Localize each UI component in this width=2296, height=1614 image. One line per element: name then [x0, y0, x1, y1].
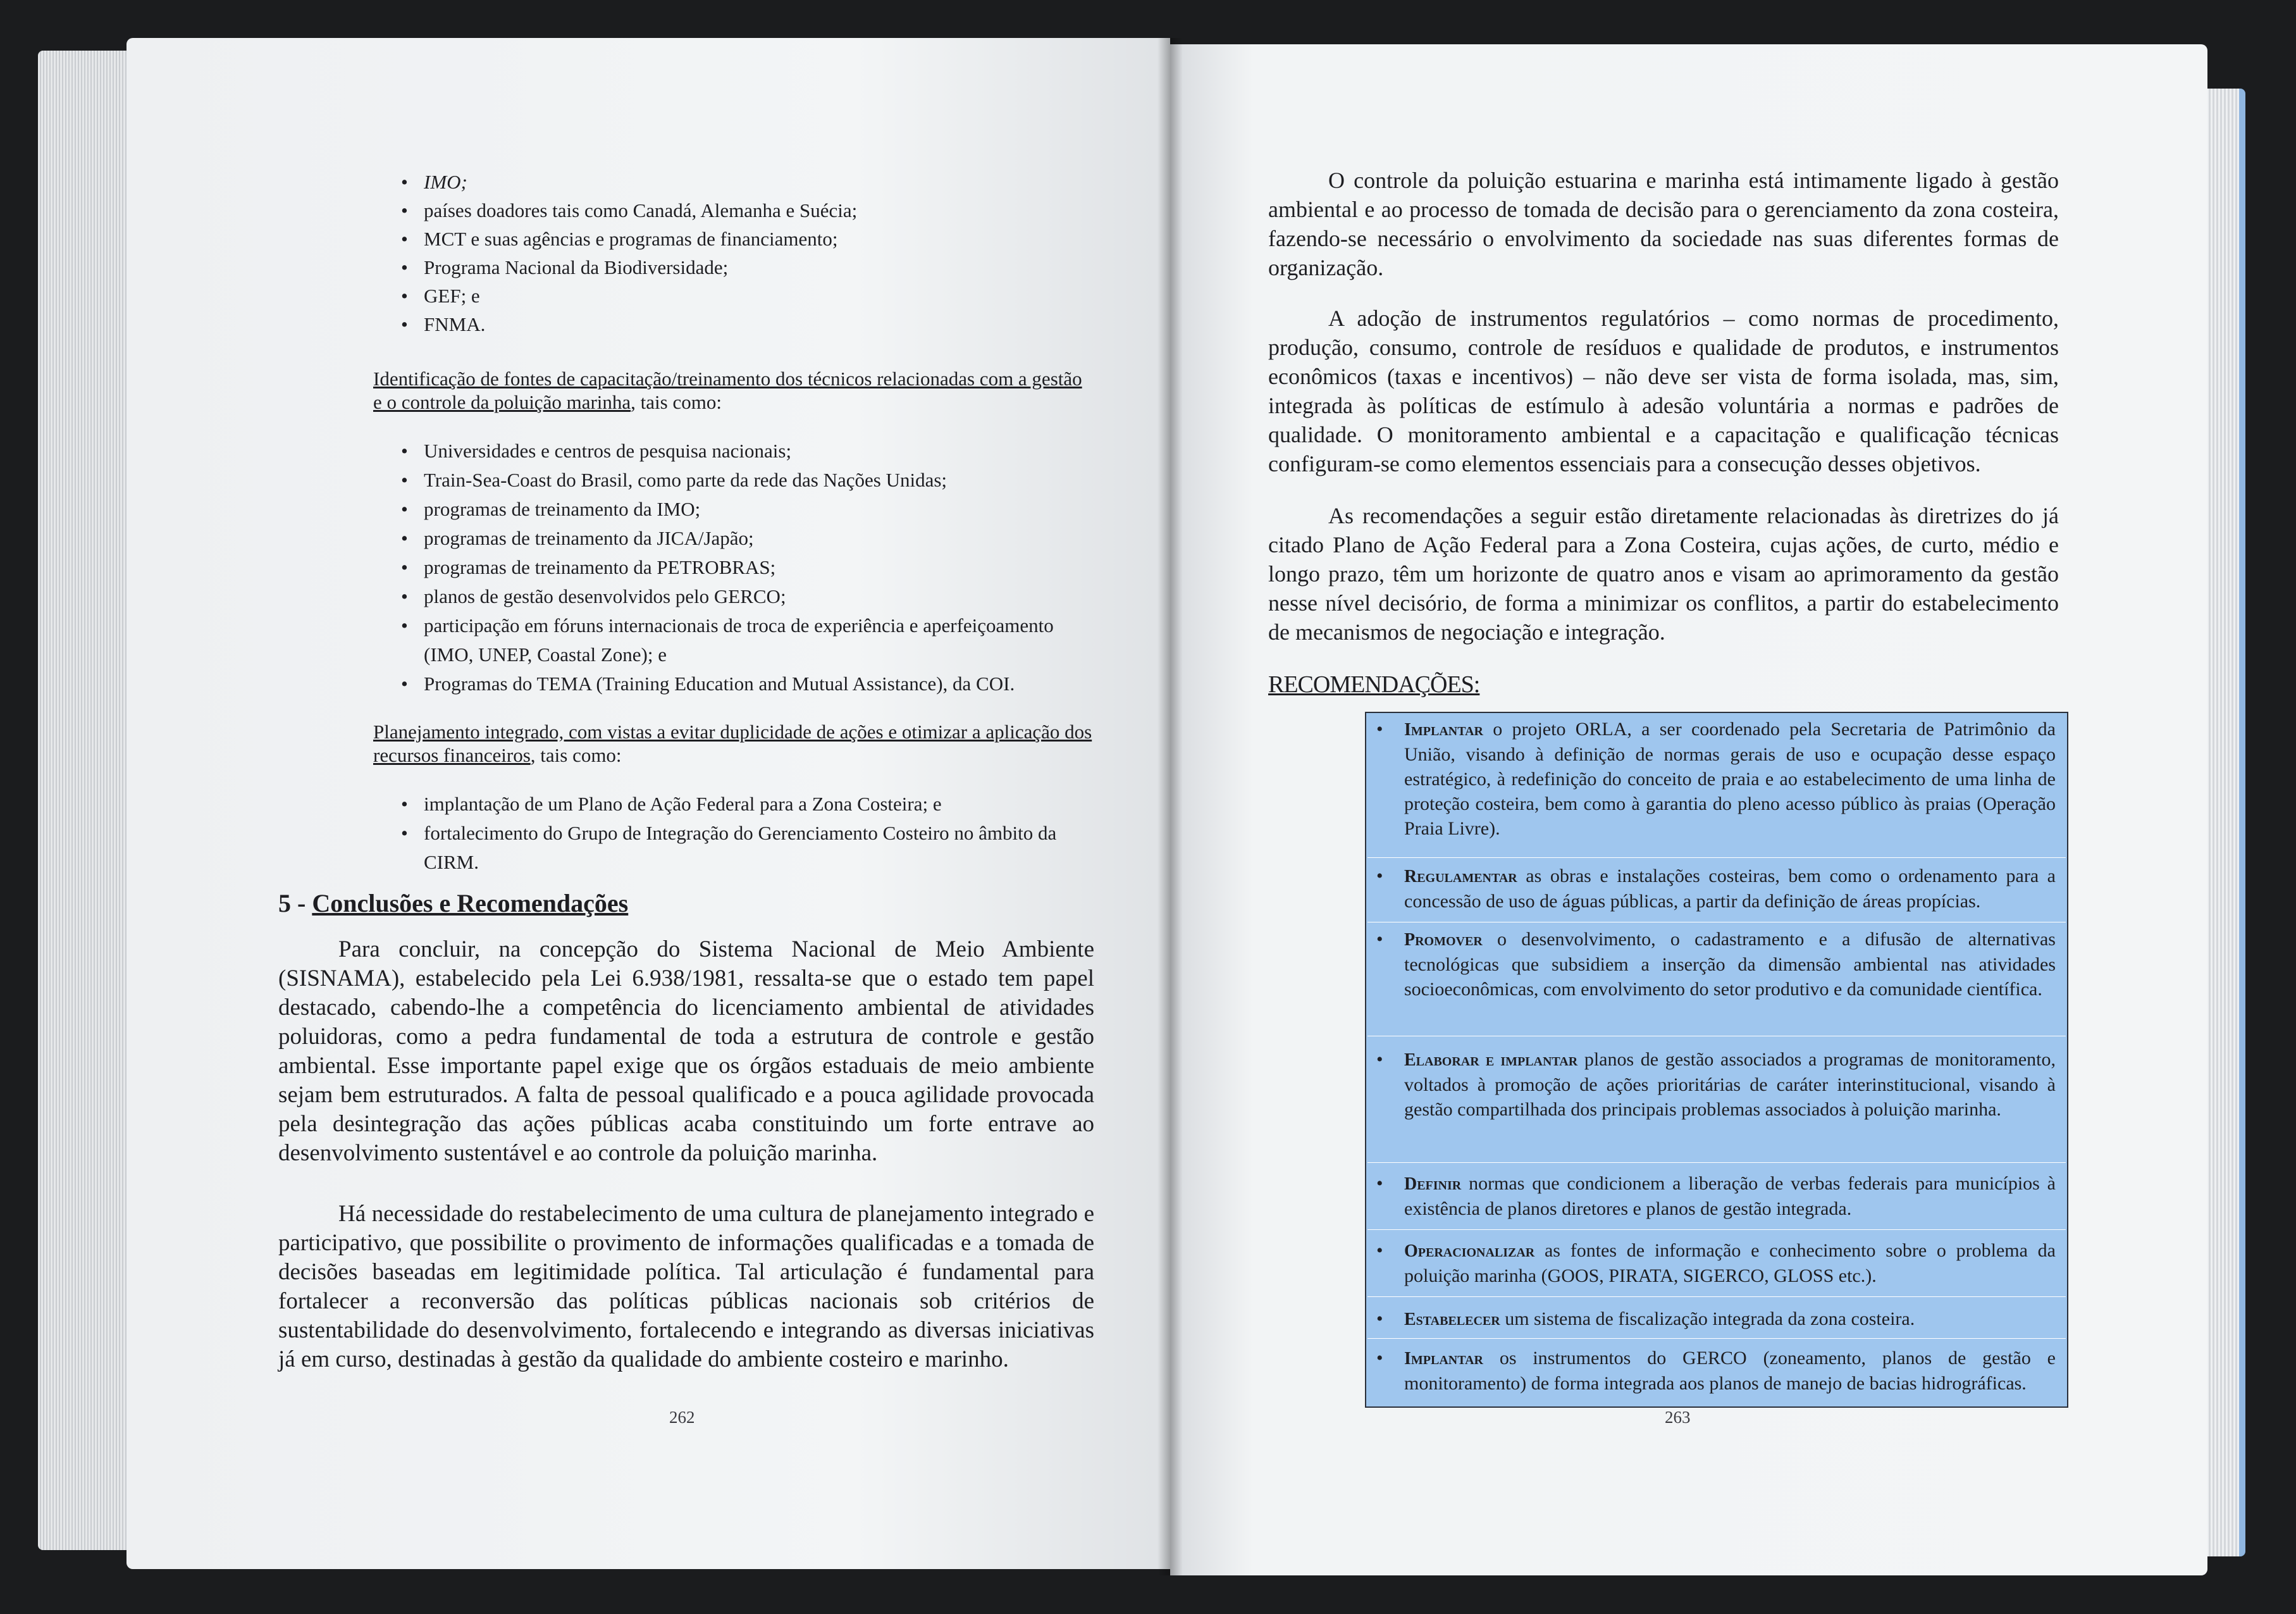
- recommendation-item: • Implantar os instrumentos do GERCO (zoneamento, planos de gestão e monitoramento) de forma integrada aos planos de manejo de bacias hidrográficas.: [1376, 1348, 2056, 1394]
- list-item: • programas de treinamento da IMO;: [401, 498, 701, 520]
- section-heading: 5 - Conclusões e Recomendações: [278, 889, 629, 917]
- book-gutter: [1157, 38, 1183, 1575]
- recommendation-item: • Estabelecer um sistema de fiscalização integrada da zona costeira.: [1376, 1308, 1915, 1329]
- conclusion-paragraph-2: Há necessidade do restabelecimento de uma cultura de planejamento integrado e participativo, que possibilite o provimento de informações qualificadas e a tomada de decisões baseadas em legitimidade política. Tal articulação é fundamental para fortalecer a reconversão das políticas públicas nacionais sob critérios de sustentabilidade do desenvolvimento, fortalecendo e integrando as diversas iniciativas já em curso, destinadas à gestão da qualidade do ambiente costeiro e marinho.: [278, 1201, 1094, 1372]
- right-paragraph-2: A adoção de instrumentos regulatórios – como normas de procedimento, produção, consumo, controle de resíduos e qualidade de produtos, e instrumentos econômicos (taxas e incentivos) – não deve ser vista de forma isolada, mas, sim, integrada às políticas de estímulo à adesão voluntária a normas e padrões de qualidade. O monitoramento ambiental e a capacitação e qualificação técnicas configuram-se como elementos essenciais para a consecução desses objetivos.: [1268, 306, 2059, 476]
- list-item: • planos de gestão desenvolvidos pelo GERCO;: [401, 585, 786, 607]
- list-item: • Universidades e centros de pesquisa nacionais;: [401, 440, 792, 462]
- right-paragraph-3: As recomendações a seguir estão diretamente relacionadas às diretrizes do já citado Plano de Ação Federal para a Zona Costeira, cujas ações, de curto, médio e longo prazo, têm um horizonte de quatro anos e visam ao aprimoramento da gestão nesse nível decisório, de forma a minimizar os conflitos, a partir do estabelecimento de mecanismos de negociação e integração.: [1268, 503, 2059, 645]
- recommendations-heading: RECOMENDAÇÕES:: [1268, 671, 1480, 698]
- recommendation-divider: [1367, 857, 2066, 858]
- conclusion-paragraph-1: Para concluir, na concepção do Sistema Nacional de Meio Ambiente (SISNAMA), estabelecido pela Lei 6.938/1981, ressalta-se que o estado tem papel destacado, cabendo-lhe a competência do licenciamento ambiental de atividades poluidoras, como a pedra fundamental de toda a estrutura de controle e gestão ambiental. Esse importante papel exige que os órgãos estaduais de meio ambiente sejam bem estruturados. A falta de pessoal qualificado e a pouca agilidade provocada pela desintegração das ações públicas acaba constituindo um forte entrave ao desenvolvimento sustentável e ao controle da poluição marinha.: [278, 936, 1094, 1166]
- list-item: • FNMA.: [401, 313, 486, 335]
- recommendation-divider: [1367, 1229, 2066, 1230]
- recommendation-item: • Definir normas que condicionem a liberação de verbas federais para municípios à existência de planos diretores e planos de gestão integrada.: [1376, 1173, 2056, 1219]
- list-item: • países doadores tais como Canadá, Alemanha e Suécia;: [401, 199, 858, 221]
- training-sources-paragraph: Identificação de fontes de capacitação/treinamento dos técnicos relacionadas com a gestão e o controle da poluição marinha, tais como:: [373, 368, 1082, 413]
- right-paragraph-1: O controle da poluição estuarina e marinha está intimamente ligado à gestão ambiental e ao processo de tomada de decisão para o gerenciamento da zona costeira, fazendo-se necessário o envolvimento da sociedade nas suas diferentes formas de organização.: [1268, 168, 2059, 280]
- recommendations-box: [1365, 712, 2068, 1408]
- page-number-right: 263: [1665, 1408, 1691, 1427]
- list-item: • MCT e suas agências e programas de financiamento;: [401, 228, 838, 250]
- recommendation-item: • Implantar o projeto ORLA, a ser coordenado pela Secretaria de Patrimônio da União, visando à definição de normas gerais de uso e ocupação desse espaço estratégico, à redefinição do conceito de praia e ao estabelecimento de uma linha de proteção costeira, bem como à garantia do pleno acesso público às praias (Operação Praia Livre).: [1376, 719, 2056, 839]
- list-item: • Programas do TEMA (Training Education and Mutual Assistance), da COI.: [401, 673, 1015, 695]
- integrated-planning-list: [401, 790, 1094, 877]
- page-number-left: 262: [669, 1408, 695, 1427]
- list-item: • Train-Sea-Coast do Brasil, como parte da rede das Nações Unidas;: [401, 469, 947, 491]
- recommendation-divider: [1367, 1162, 2066, 1163]
- list-item: • Programa Nacional da Biodiversidade;: [401, 256, 729, 278]
- recommendation-item: • Regulamentar as obras e instalações costeiras, bem como o ordenamento para a concessão de uso de águas públicas, a partir da definição de áreas propícias.: [1376, 866, 2056, 912]
- list-item: • participação em fóruns internacionais de troca de experiência e aperfeiçoamento (IMO, UNEP, Coastal Zone); e: [401, 614, 1054, 666]
- book-page-edges-left: [38, 51, 139, 1550]
- list-item: • implantação de um Plano de Ação Federal para a Zona Costeira; e: [401, 793, 942, 815]
- integrated-planning-paragraph: Planejamento integrado, com vistas a evitar duplicidade de ações e otimizar a aplicação dos recursos financeiros, tais como:: [373, 721, 1092, 766]
- training-sources-list: [401, 437, 1094, 698]
- list-item: • IMO;: [401, 171, 467, 193]
- recommendation-divider: [1367, 1296, 2066, 1297]
- recommendation-divider: [1367, 1338, 2066, 1339]
- recommendation-item: • Operacionalizar as fontes de informação e conhecimento sobre o problema da poluição marinha (GOOS, PIRATA, SIGERCO, GLOSS etc.).: [1376, 1240, 2056, 1286]
- list-item: • programas de treinamento da JICA/Japão;: [401, 527, 754, 549]
- recommendation-item: • Promover o desenvolvimento, o cadastramento e a difusão de alternativas tecnológicas que subsidiem a inserção da dimensão ambiental nas atividades socioeconômicas, com envolvimento do setor produtivo e da comunidade científica.: [1376, 929, 2056, 1000]
- list-item: • programas de treinamento da PETROBRAS;: [401, 556, 776, 578]
- list-item: • fortalecimento do Grupo de Integração do Gerenciamento Costeiro no âmbito da CIRM.: [401, 822, 1057, 873]
- list-item: • GEF; e: [401, 285, 480, 307]
- recommendation-item: • Elaborar e implantar planos de gestão associados a programas de monitoramento, voltados à promoção de ações prioritárias de caráter interinstitucional, visando à gestão compartilhada dos principais problemas associados à poluição marinha.: [1376, 1049, 2056, 1120]
- funding-sources-list: [401, 168, 1094, 338]
